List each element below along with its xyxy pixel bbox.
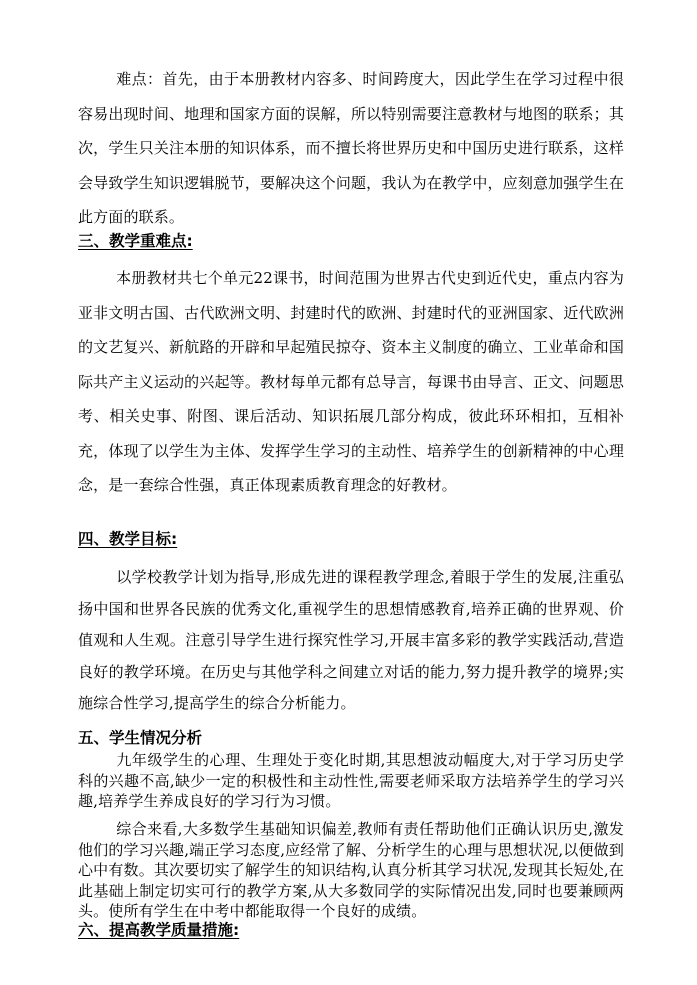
paragraph-students-1-text: 九年级学生的心理、生理处于变化时期,其思想波动幅度大,对于学习历史学科的兴趣不高,缺少一定的积极性和主动性性,需要老师采取方法培养学生的学习兴趣,培养学生养成良好的学习行为习惯。 bbox=[78, 751, 624, 810]
heading-teaching-goals-text: 四、教学目标 bbox=[78, 530, 172, 548]
paragraph-students-2-text: 综合来看,大多数学生基础知识偏差,教师有责任帮助他们正确认识历史,激发他们的学习兴趣,端正学习态度,应经常了解、分析学生的心理与思想状况,以便做到心中有数。其次要切实了解学生的知识结构,认真分析其学习状况,发现其长短处,在此基础上制定切实可行的教学方案,从大多数同学的实际情况出发,同时也要兼顾两头。使所有学生在中考中都能取得一个良好的成绩。 bbox=[78, 820, 624, 920]
paragraph-students-2 bbox=[78, 819, 624, 922]
paragraph-textbook-text: 本册教材共七个单元22课书，时间范围为世界古代史到近代史，重点内容为亚非文明古国、古代欧洲文明、封建时代的欧洲、封建时代的亚洲国家、近代欧洲的文艺复兴、新航路的开辟和早起殖民掠夺、资本主义制度的确立、工业革命和国际共产主义运动的兴起等。教材每单元都有总导言，每课书由导言、正文、问题思考、相关史事、附图、课后活动、知识拓展几部分构成，彼此环环相扣，互相补充，体现了以学生为主体、发挥学生学习的主动性、培养学生的创新精神的中心理念，是一套综合性强，真正体现素质教育理念的好教材。 bbox=[78, 269, 624, 494]
heading-student-analysis-text: 五、学生情况分析 bbox=[78, 729, 203, 747]
heading-teaching-goals bbox=[78, 528, 177, 550]
paragraph-difficulty-text: 难点：首先，由于本册教材内容多、时间跨度大，因此学生在学习过程中很容易出现时间、地理和国家方面的误解，所以特别需要注意教材与地图的联系；其次，学生只关注本册的知识体系，而不擅长将世界历史和中国历史进行联系，这样会导致学生知识逻辑脱节，要解决这个问题，我认为在教学中，应刻意加强学生在此方面的联系。 bbox=[78, 70, 624, 226]
paragraph-textbook bbox=[78, 261, 624, 503]
paragraph-students-1 bbox=[78, 750, 624, 812]
paragraph-difficulty bbox=[78, 62, 624, 235]
heading-improve-quality-colon: : bbox=[233, 921, 240, 939]
paragraph-goals bbox=[78, 562, 624, 720]
heading-key-difficult-points bbox=[78, 230, 193, 252]
heading-key-difficult-points-text: 三、教学重难点 bbox=[78, 232, 187, 250]
heading-teaching-goals-colon: : bbox=[171, 530, 178, 548]
heading-student-analysis bbox=[78, 727, 202, 749]
heading-key-difficult-points-colon: : bbox=[186, 232, 193, 250]
heading-improve-quality-text: 六、提高教学质量措施 bbox=[78, 921, 234, 939]
heading-improve-quality bbox=[78, 919, 239, 941]
paragraph-goals-text: 以学校教学计划为指导,形成先进的课程教学理念,着眼于学生的发展,注重弘扬中国和世界各民族的优秀文化,重视学生的思想情感教育,培养正确的世界观、价值观和人生观。注意引导学生进行探究性学习,开展丰富多彩的教学实践活动,营造良好的教学环境。在历史与其他学科之间建立对话的能力,努力提升教学的境界;实施综合性学习,提高学生的综合分析能力。 bbox=[78, 568, 624, 712]
